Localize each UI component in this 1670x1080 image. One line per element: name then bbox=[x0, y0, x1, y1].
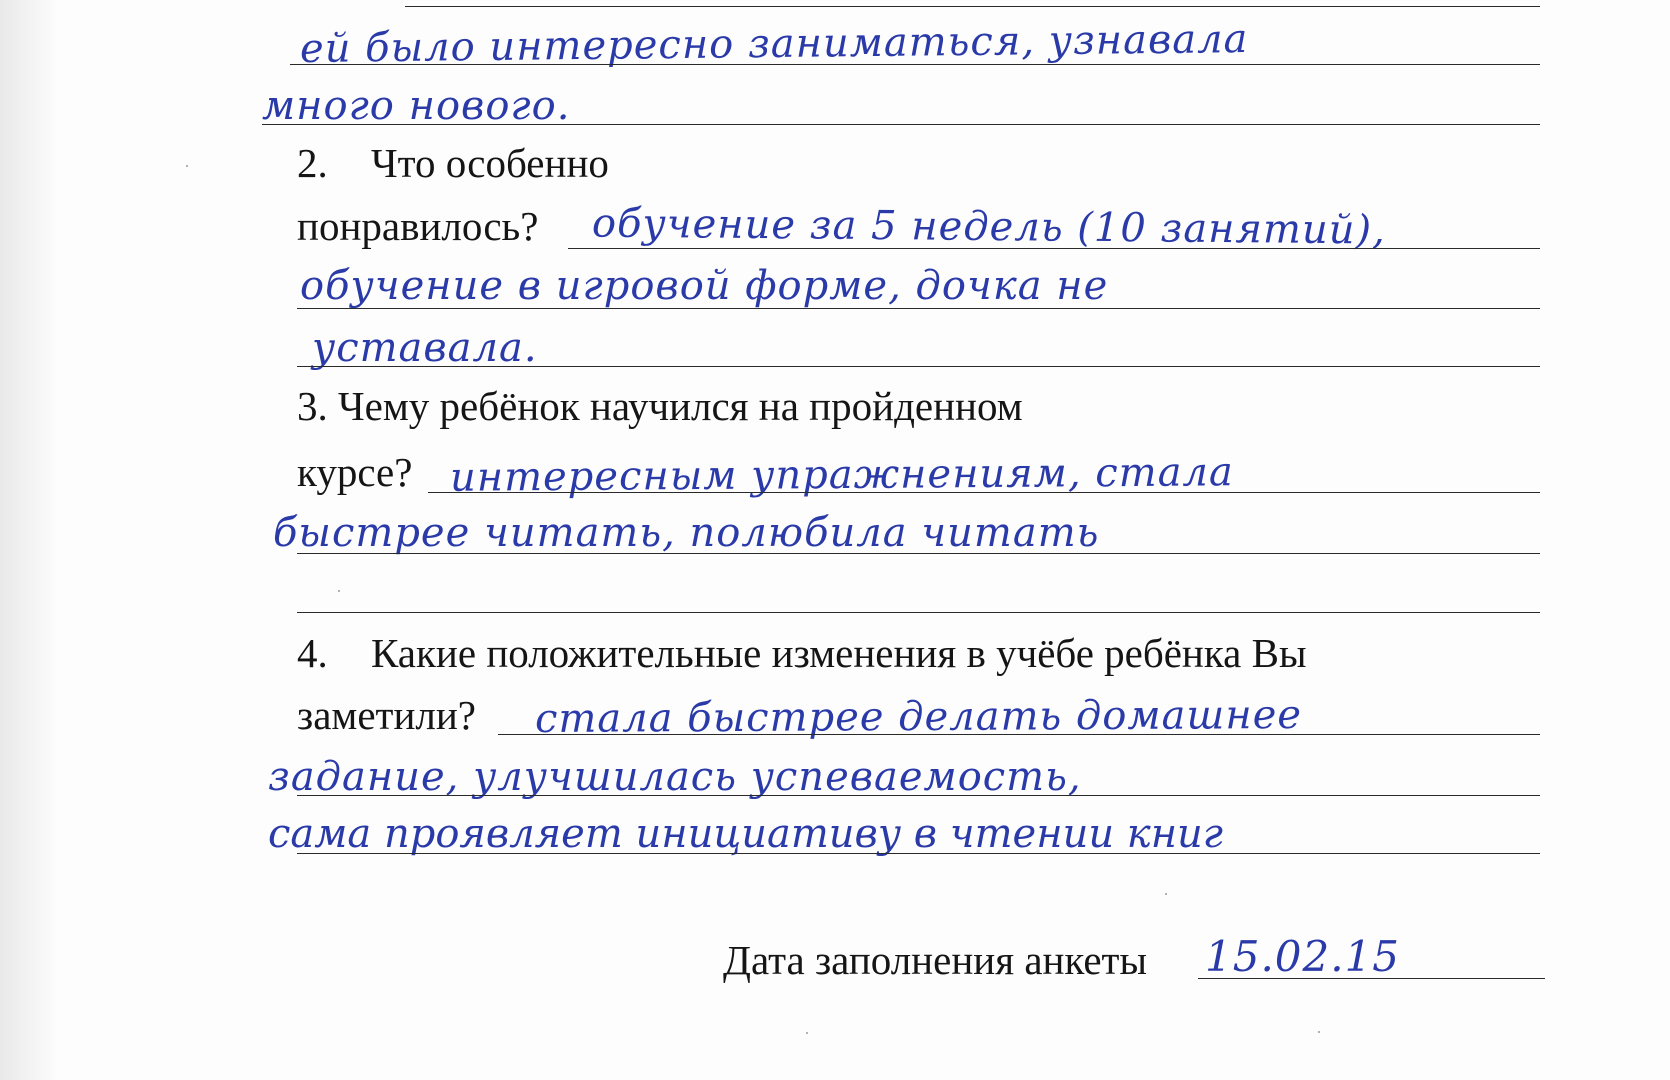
q3-answer-line-2: быстрее читать, полюбила читать bbox=[273, 510, 1100, 556]
answer-line bbox=[297, 553, 1540, 554]
date-label: Дата заполнения анкеты bbox=[723, 937, 1148, 983]
q2-answer-line-2: обучение в игровой форме, дочка не bbox=[300, 263, 1109, 309]
q3-question: 3. Чему ребёнок научился на пройденном bbox=[297, 383, 1023, 429]
q1-answer-line-1: ей было интересно заниматься, узнавала bbox=[299, 16, 1249, 72]
answer-line bbox=[297, 795, 1540, 796]
answer-line bbox=[297, 853, 1540, 854]
answer-line bbox=[297, 612, 1540, 613]
q4-answer-line-2: задание, улучшилась успеваемость, bbox=[268, 754, 1082, 800]
q3-answer-line-1: интересным упражнениям, стала bbox=[449, 449, 1234, 501]
q2-question-continuation: понравилось? bbox=[297, 203, 539, 249]
answer-line bbox=[498, 734, 1540, 735]
answer-line bbox=[290, 64, 1540, 65]
answer-line bbox=[405, 6, 1540, 7]
scan-speck bbox=[338, 590, 340, 592]
q4-number: 4. bbox=[297, 630, 328, 676]
q4-question-continuation: заметили? bbox=[297, 692, 476, 738]
scan-speck bbox=[806, 1032, 808, 1034]
q2-number: 2. bbox=[297, 140, 328, 186]
answer-line bbox=[262, 124, 1540, 125]
q2-answer-line-1: обучение за 5 недель (10 занятий), bbox=[591, 200, 1386, 254]
answer-line bbox=[428, 492, 1540, 493]
answer-line bbox=[297, 366, 1540, 367]
q3-question-continuation: курсе? bbox=[297, 449, 413, 495]
q4-answer-line-3: сама проявляет инициативу в чтении книг bbox=[268, 811, 1224, 857]
q1-answer-line-2: много нового. bbox=[262, 83, 571, 129]
scan-speck bbox=[1318, 1031, 1320, 1033]
scan-speck bbox=[186, 165, 188, 167]
q4-answer-line-1: стала быстрее делать домашнее bbox=[534, 691, 1303, 743]
answer-line bbox=[297, 308, 1540, 309]
scan-speck bbox=[1165, 893, 1167, 895]
date-value: 15.02.15 bbox=[1205, 932, 1401, 981]
q4-question bbox=[297, 630, 1307, 676]
q2-question bbox=[297, 140, 609, 186]
answer-line bbox=[568, 248, 1540, 249]
q4-question-text: Какие положительные изменения в учёбе ребёнка Вы bbox=[371, 630, 1307, 676]
date-line bbox=[1198, 978, 1545, 979]
q2-answer-line-3: уставала. bbox=[312, 325, 538, 371]
q2-question-text: Что особенно bbox=[371, 140, 609, 186]
scan-edge-shadow bbox=[0, 0, 56, 1080]
